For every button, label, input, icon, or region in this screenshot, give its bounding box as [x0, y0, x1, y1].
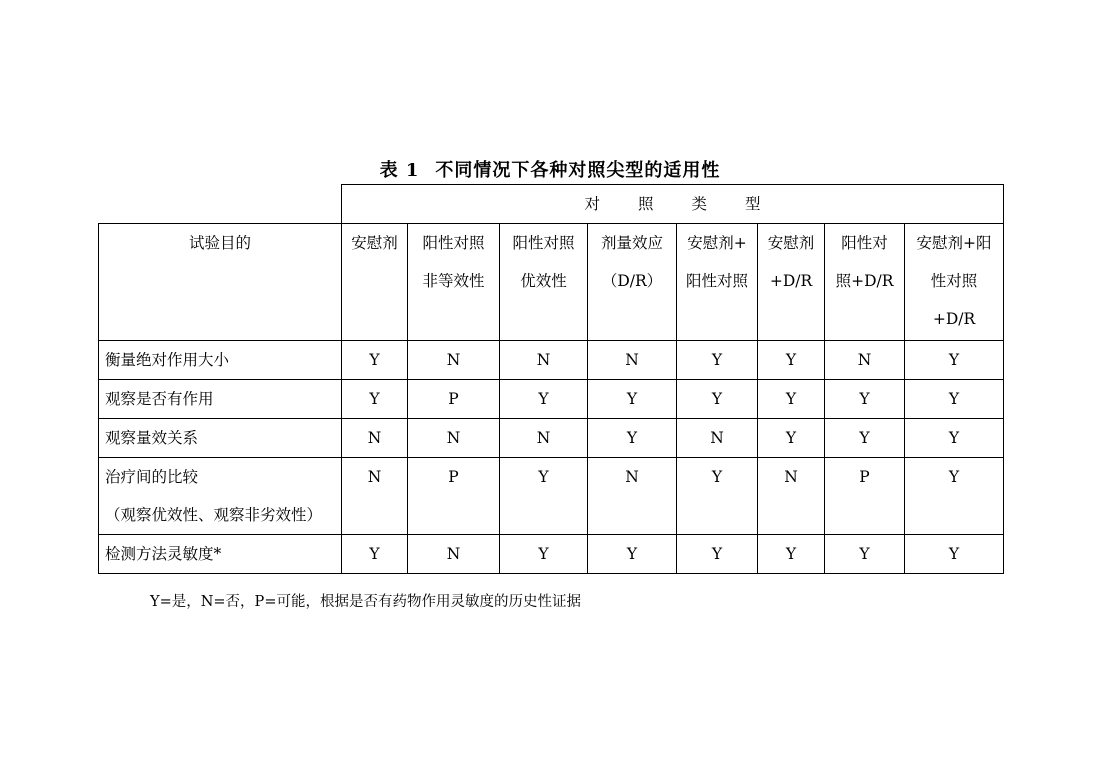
column-header: [342, 224, 408, 341]
table-cell: Y: [905, 380, 1004, 419]
table-cell: Y: [758, 380, 825, 419]
column-header: [408, 224, 500, 341]
row-label-line: 观察量效关系: [105, 429, 199, 447]
column-header-line: 性对照: [930, 272, 978, 290]
table-cell: P: [408, 380, 500, 419]
table-corner: [99, 185, 342, 224]
row-label: [99, 419, 342, 458]
table-cell: N: [408, 419, 500, 458]
table-row: [99, 419, 1004, 458]
table-cell: Y: [342, 380, 408, 419]
table-cell: P: [408, 458, 500, 535]
table-number: 表 1: [379, 160, 420, 181]
table-cell: Y: [500, 380, 588, 419]
row-label-line: 衡量绝对作用大小: [105, 351, 230, 369]
column-header-line: 非等效性: [422, 272, 485, 290]
table-cell: N: [500, 341, 588, 380]
table-cell: Y: [342, 341, 408, 380]
table-cell: Y: [758, 419, 825, 458]
table-cell: Y: [677, 535, 758, 574]
row-label-line: 治疗间的比较: [105, 468, 199, 486]
table-cell: Y: [905, 341, 1004, 380]
column-header: [758, 224, 825, 341]
column-header-line: 安慰剂: [767, 234, 815, 252]
table-cell: N: [588, 458, 677, 535]
table-cell: Y: [588, 535, 677, 574]
column-header-line: 安慰剂+阳: [916, 234, 992, 252]
table-row: [99, 458, 1004, 535]
column-header-line: +D/R: [932, 310, 976, 328]
table-cell: N: [408, 341, 500, 380]
table-cell: N: [500, 419, 588, 458]
column-header-line: 阳性对照: [685, 272, 748, 290]
table-cell: Y: [677, 458, 758, 535]
table-cell: Y: [825, 535, 905, 574]
table-cell: Y: [905, 535, 1004, 574]
column-header: [677, 224, 758, 341]
column-header: [500, 224, 588, 341]
table-cell: Y: [758, 341, 825, 380]
table-caption: 不同情况下各种对照尖型的适用性: [435, 160, 721, 181]
table-row: [99, 380, 1004, 419]
table-row: [99, 341, 1004, 380]
row-label: [99, 341, 342, 380]
column-header-line: 安慰剂: [351, 234, 398, 252]
table-cell: N: [825, 341, 905, 380]
column-header: [905, 224, 1004, 341]
column-header-line: 剂量效应: [600, 234, 663, 252]
table-row: [99, 535, 1004, 574]
column-header-line: 照+D/R: [835, 272, 894, 290]
footnote: Y=是，N=否，P=可能，根据是否有药物作用灵敏度的历史性证据: [150, 594, 581, 610]
table-cell: N: [342, 419, 408, 458]
table-cell: Y: [588, 380, 677, 419]
table-cell: N: [758, 458, 825, 535]
row-label: [99, 458, 342, 535]
comparison-table: [98, 184, 1004, 574]
row-label: [99, 380, 342, 419]
table-cell: Y: [677, 380, 758, 419]
column-header: [825, 224, 905, 341]
row-label-line: 观察是否有作用: [105, 390, 214, 408]
table-cell: Y: [500, 458, 588, 535]
table-cell: Y: [500, 535, 588, 574]
table-cell: P: [825, 458, 905, 535]
column-header-line: +D/R: [769, 272, 813, 290]
column-header: [588, 224, 677, 341]
table-cell: Y: [677, 341, 758, 380]
table-cell: N: [588, 341, 677, 380]
table-cell: Y: [825, 419, 905, 458]
table-cell: Y: [758, 535, 825, 574]
table-cell: N: [677, 419, 758, 458]
table-cell: Y: [588, 419, 677, 458]
table-title: [0, 156, 1100, 182]
table-cell: N: [342, 458, 408, 535]
table-cell: Y: [905, 458, 1004, 535]
purpose-header: 试验目的: [99, 224, 342, 341]
column-header-line: （D/R）: [601, 272, 663, 290]
table-cell: Y: [905, 419, 1004, 458]
column-header-line: 阳性对照: [512, 234, 575, 252]
column-header-line: 阳性对: [841, 234, 888, 252]
column-header-line: 安慰剂+: [687, 234, 747, 252]
table-cell: Y: [342, 535, 408, 574]
control-type-header: 对照类型: [342, 185, 1004, 224]
column-header-line: 优效性: [520, 272, 567, 290]
table-cell: Y: [825, 380, 905, 419]
column-header-line: 阳性对照: [422, 234, 485, 252]
table-cell: N: [408, 535, 500, 574]
row-label-line: 检测方法灵敏度*: [105, 545, 222, 563]
row-label-line: （观察优效性、观察非劣效性）: [105, 506, 323, 524]
row-label: [99, 535, 342, 574]
